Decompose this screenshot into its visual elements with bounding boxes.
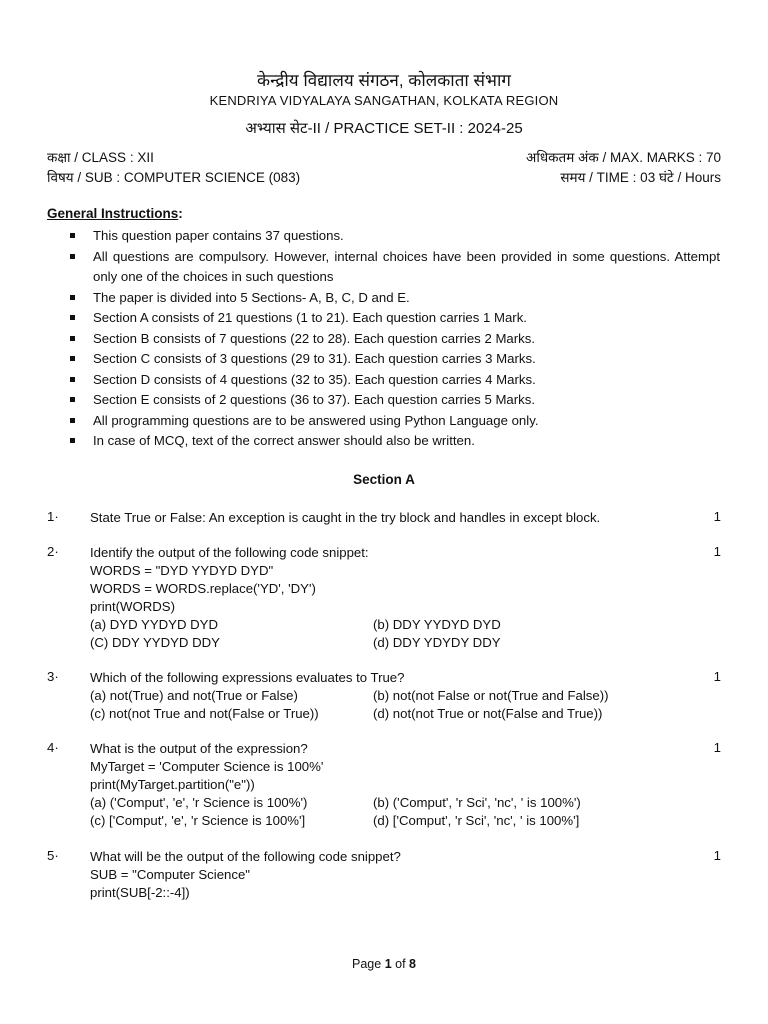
- question-marks: 1: [713, 848, 721, 863]
- bullet-icon: [70, 233, 75, 238]
- bullet-icon: [70, 397, 75, 402]
- page-total: 8: [409, 957, 416, 971]
- instruction-item: Section E consists of 2 questions (36 to 37). Each question carries 5 Marks.: [70, 390, 720, 411]
- question-text: What will be the output of the following code snippet?: [90, 849, 401, 864]
- time-label: समय / TIME : 03 घंटे / Hours: [560, 170, 721, 185]
- option-row: [90, 812, 690, 830]
- page-number: 1: [384, 957, 392, 971]
- question-marks: 1: [713, 509, 721, 524]
- bullet-icon: [70, 315, 75, 320]
- bullet-icon: [70, 418, 75, 423]
- question-body: [90, 669, 690, 723]
- question-number: 2·: [47, 544, 59, 559]
- instruction-item: Section D consists of 4 questions (32 to 35). Each question carries 4 Marks.: [70, 370, 720, 391]
- answer-option: (c) not(not True and not(False or True)): [90, 706, 319, 721]
- bullet-icon: [70, 336, 75, 341]
- organization-title: KENDRIYA VIDYALAYA SANGATHAN, KOLKATA REGION: [209, 93, 559, 108]
- question-text: Which of the following expressions evaluates to True?: [90, 670, 405, 685]
- option-row: [90, 794, 690, 812]
- answer-option: (d) DDY YDYDY DDY: [373, 635, 501, 650]
- answer-option: (a) not(True) and not(True or False): [90, 688, 298, 703]
- question-number: 3·: [47, 669, 59, 684]
- question-body: [90, 544, 690, 652]
- code-line: WORDS = WORDS.replace('YD', 'DY'): [90, 581, 316, 596]
- question-marks: 1: [713, 669, 721, 684]
- instruction-item: This question paper contains 37 questions.: [70, 226, 720, 247]
- option-row: [90, 687, 690, 705]
- practice-set-title: अभ्यास सेट-II / PRACTICE SET-II : 2024-25: [245, 120, 523, 137]
- option-row: [90, 705, 690, 723]
- code-line: print(WORDS): [90, 599, 175, 614]
- instruction-item: In case of MCQ, text of the correct answer should also be written.: [70, 431, 720, 452]
- option-row: [90, 616, 690, 634]
- hindi-title: केन्द्रीय विद्यालय संगठन, कोलकाता संभाग: [257, 71, 511, 90]
- answer-option: (C) DDY YYDYD DDY: [90, 635, 220, 650]
- question-number: 4·: [47, 740, 59, 755]
- instruction-item: The paper is divided into 5 Sections- A, B, C, D and E.: [70, 288, 720, 309]
- answer-option: (d) not(not True or not(False and True)): [373, 706, 603, 721]
- code-line: WORDS = "DYD YYDYD DYD": [90, 563, 274, 578]
- question-body: [90, 509, 690, 527]
- instruction-item: All programming questions are to be answered using Python Language only.: [70, 411, 720, 432]
- bullet-icon: [70, 377, 75, 382]
- answer-option: (a) ('Comput', 'e', 'r Science is 100%'): [90, 795, 308, 810]
- answer-option: (b) not(not False or not(True and False)): [373, 688, 609, 703]
- question-body: [90, 740, 690, 830]
- question-marks: 1: [713, 544, 721, 559]
- option-row: [90, 634, 690, 652]
- question-number: 1·: [47, 509, 59, 524]
- subject-label: विषय / SUB : COMPUTER SCIENCE (083): [47, 170, 301, 185]
- question-text: Identify the output of the following code snippet:: [90, 545, 369, 560]
- question-text: What is the output of the expression?: [90, 741, 308, 756]
- bullet-icon: [70, 254, 75, 259]
- bullet-icon: [70, 356, 75, 361]
- instructions-heading: General Instructions:: [47, 206, 183, 221]
- question-number: 5·: [47, 848, 59, 863]
- answer-option: (b) DDY YYDYD DYD: [373, 617, 501, 632]
- page-footer: Page 1 of 8: [352, 957, 416, 971]
- answer-option: (b) ('Comput', 'r Sci', 'nc', ' is 100%'): [373, 795, 581, 810]
- bullet-icon: [70, 295, 75, 300]
- bullet-icon: [70, 438, 75, 443]
- question-body: [90, 848, 690, 902]
- instruction-item: All questions are compulsory. However, internal choices have been provided in some questions. Attempt only one of the choices in such questions: [70, 247, 720, 288]
- instruction-item: Section C consists of 3 questions (29 to 31). Each question carries 3 Marks.: [70, 349, 720, 370]
- code-line: print(SUB[-2::-4]): [90, 885, 190, 900]
- answer-option: (d) ['Comput', 'r Sci', 'nc', ' is 100%']: [373, 813, 580, 828]
- answer-option: (c) ['Comput', 'e', 'r Science is 100%']: [90, 813, 306, 828]
- instruction-item: Section A consists of 21 questions (1 to 21). Each question carries 1 Mark.: [70, 308, 720, 329]
- code-line: MyTarget = 'Computer Science is 100%': [90, 759, 324, 774]
- class-label: कक्षा / CLASS : XII: [47, 150, 154, 165]
- code-line: print(MyTarget.partition("e")): [90, 777, 255, 792]
- question-marks: 1: [713, 740, 721, 755]
- max-marks-label: अधिकतम अंक / MAX. MARKS : 70: [526, 150, 721, 165]
- code-line: SUB = "Computer Science": [90, 867, 250, 882]
- answer-option: (a) DYD YYDYD DYD: [90, 617, 218, 632]
- section-title: Section A: [353, 472, 415, 487]
- instruction-item: Section B consists of 7 questions (22 to 28). Each question carries 2 Marks.: [70, 329, 720, 350]
- instructions-list: [70, 226, 720, 452]
- question-text: State True or False: An exception is caught in the try block and handles in except block.: [90, 510, 601, 525]
